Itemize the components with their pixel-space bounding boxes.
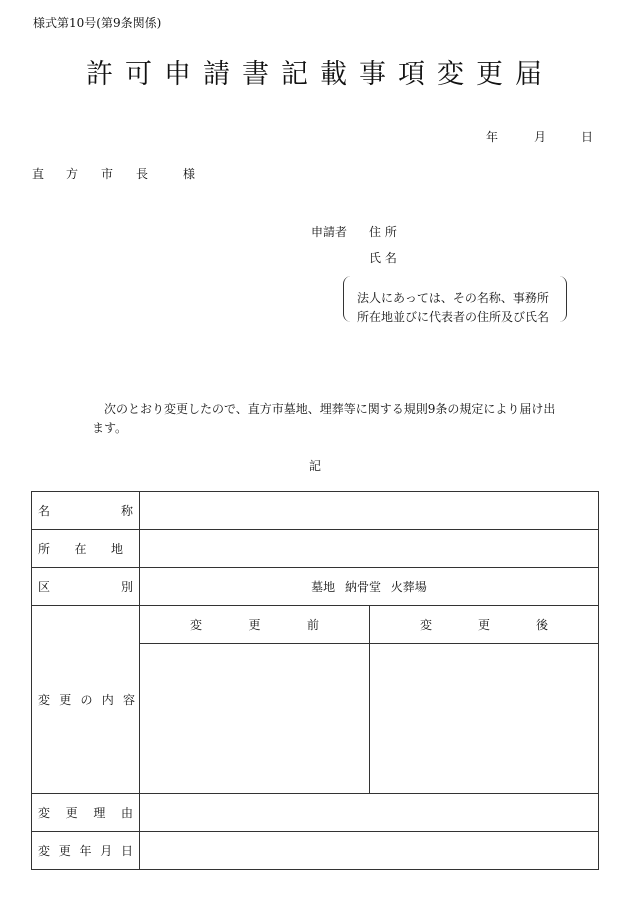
addressee-char: 直 <box>32 167 45 181</box>
before-header: 変 更 前 <box>140 606 370 644</box>
form-number: 様式第10号(第9条関係) <box>33 16 162 30</box>
applicant-address-label: 住 所 <box>369 225 397 239</box>
applicant-name-label: 氏 名 <box>369 251 397 265</box>
content-label: 変 更 の 内 容 <box>32 606 140 794</box>
row-reason <box>32 794 599 832</box>
body-text: 次のとおり変更したので、直方市墓地、埋葬等に関する規則9条の規定により届け出ます。 <box>92 402 556 435</box>
row-location <box>32 530 599 568</box>
after-header: 変 更 後 <box>370 606 599 644</box>
row-content-header <box>32 606 599 644</box>
category-label: 区 別 <box>32 568 140 606</box>
before-field[interactable] <box>140 644 370 794</box>
reason-label: 変 更 理 由 <box>32 794 140 832</box>
ki-heading: 記 <box>308 459 321 473</box>
addressee-char: 様 <box>183 167 196 181</box>
name-label: 名 称 <box>32 492 140 530</box>
change-date-field[interactable] <box>140 832 599 870</box>
category-options[interactable]: 墓地 納骨堂 火葬場 <box>140 568 599 606</box>
addressee-char: 市 <box>101 167 114 181</box>
reason-field[interactable] <box>140 794 599 832</box>
after-field[interactable] <box>370 644 599 794</box>
date-month: 月 <box>534 130 547 144</box>
date-year: 年 <box>486 130 499 144</box>
location-label: 所 在 地 <box>32 530 140 568</box>
name-field[interactable] <box>140 492 599 530</box>
change-form-table <box>31 491 599 870</box>
document-title: 許可申請書記載事項変更届 <box>86 59 554 90</box>
applicant-label: 申請者 <box>311 225 348 239</box>
row-change-date <box>32 832 599 870</box>
row-category <box>32 568 599 606</box>
corporate-note-line: 所在地並びに代表者の住所及び氏名 <box>357 310 550 324</box>
date-day: 日 <box>581 130 594 144</box>
location-field[interactable] <box>140 530 599 568</box>
row-name <box>32 492 599 530</box>
addressee-char: 長 <box>136 167 149 181</box>
addressee-char: 方 <box>66 167 79 181</box>
corporate-note-line: 法人にあっては、その名称、事務所 <box>357 291 549 305</box>
change-date-label: 変 更 年 月 日 <box>32 832 140 870</box>
